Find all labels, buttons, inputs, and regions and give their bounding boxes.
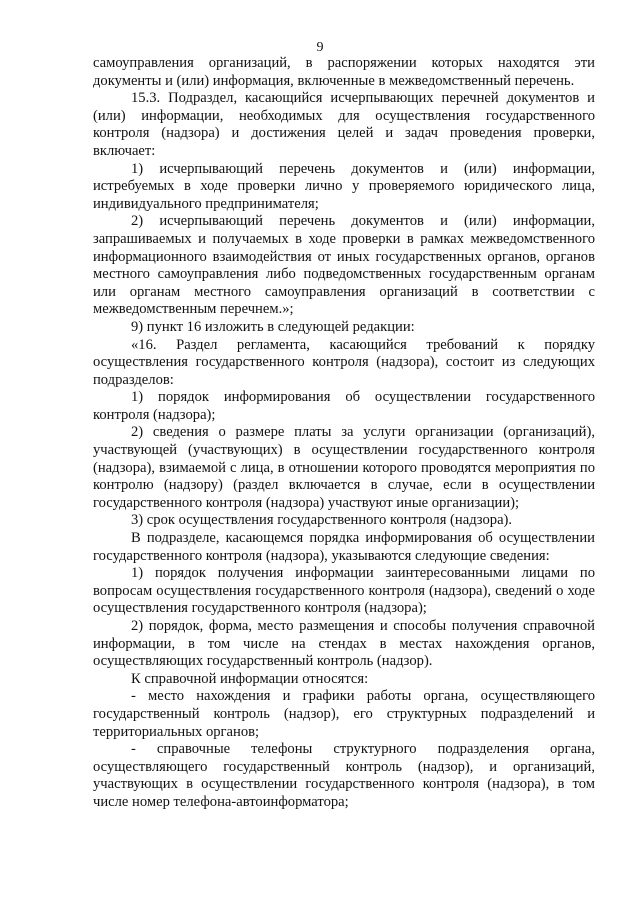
- list-item-2: 2) исчерпывающий перечень документов и (или) информации, запрашиваемых и получаемых в ходе проверки в рамках межведомственного информационного взаимодействия от иных государственных органов, органов местного самоуправления либо подведомственных государственным органам или органам местного самоуправления организаций в соответствии с межведомственным перечнем.»;: [93, 213, 595, 318]
- document-body: [93, 55, 595, 812]
- page-number: 9: [316, 40, 324, 55]
- list-item-1: 1) порядок информирования об осуществлении государственного контроля (надзора);: [93, 389, 595, 423]
- list-item-1: 1) порядок получения информации заинтересованными лицами по вопросам осуществления государственного контроля (надзора), сведений о ходе осуществления государственного контроля (надзора);: [93, 565, 595, 617]
- dash-item: - место нахождения и графики работы органа, осуществляющего государственный контроль (надзор), его структурных подразделений и территориальных органов;: [93, 688, 595, 740]
- paragraph-reference-info: К справочной информации относятся:: [131, 670, 369, 687]
- paragraph-16: «16. Раздел регламента, касающийся требований к порядку осуществления государственного контроля (надзора), состоит из следующих подразделов:: [93, 336, 595, 388]
- paragraph-15-3: 15.3. Подраздел, касающийся исчерпывающих перечней документов и (или) информации, необходимых для осуществления государственного контроля (надзора) и достижения целей и задач проведения проверки, включает:: [93, 90, 595, 159]
- paragraph-subsection: В подразделе, касающемся порядка информирования об осуществлении государственного контроля (надзора), указываются следующие сведения:: [93, 530, 595, 564]
- paragraph-point-9: 9) пункт 16 изложить в следующей редакции:: [131, 318, 415, 335]
- list-item-1: 1) исчерпывающий перечень документов и (или) информации, истребуемых в ходе проверки лично у проверяемого юридического лица, индивидуального предпринимателя;: [93, 160, 595, 212]
- list-item-2: 2) порядок, форма, место размещения и способы получения справочной информации, в том числе на стендах в местах нахождения органов, осуществляющих государственный контроль (надзор).: [93, 618, 595, 670]
- list-item-3: 3) срок осуществления государственного контроля (надзора).: [131, 512, 513, 529]
- list-item-2: 2) сведения о размере платы за услуги организации (организаций), участвующей (участвующих) в осуществлении государственного контроля (надзора), взимаемой с лица, в отношении которого проводятся мероприятия по контролю (надзору) (раздел включается в случае, если в осуществлении государственного контроля (надзора) участвуют иные организации);: [93, 424, 595, 511]
- dash-item: - справочные телефоны структурного подразделения органа, осуществляющего государственный контроль (надзор), и организаций, участвующих в осуществлении государственного контроля (надзора), в том числе номер телефона-автоинформатора;: [93, 741, 595, 810]
- paragraph-continuation: самоуправления организаций, в распоряжении которых находятся эти документы и (или) информация, включенные в межведомственный перечень.: [93, 55, 595, 89]
